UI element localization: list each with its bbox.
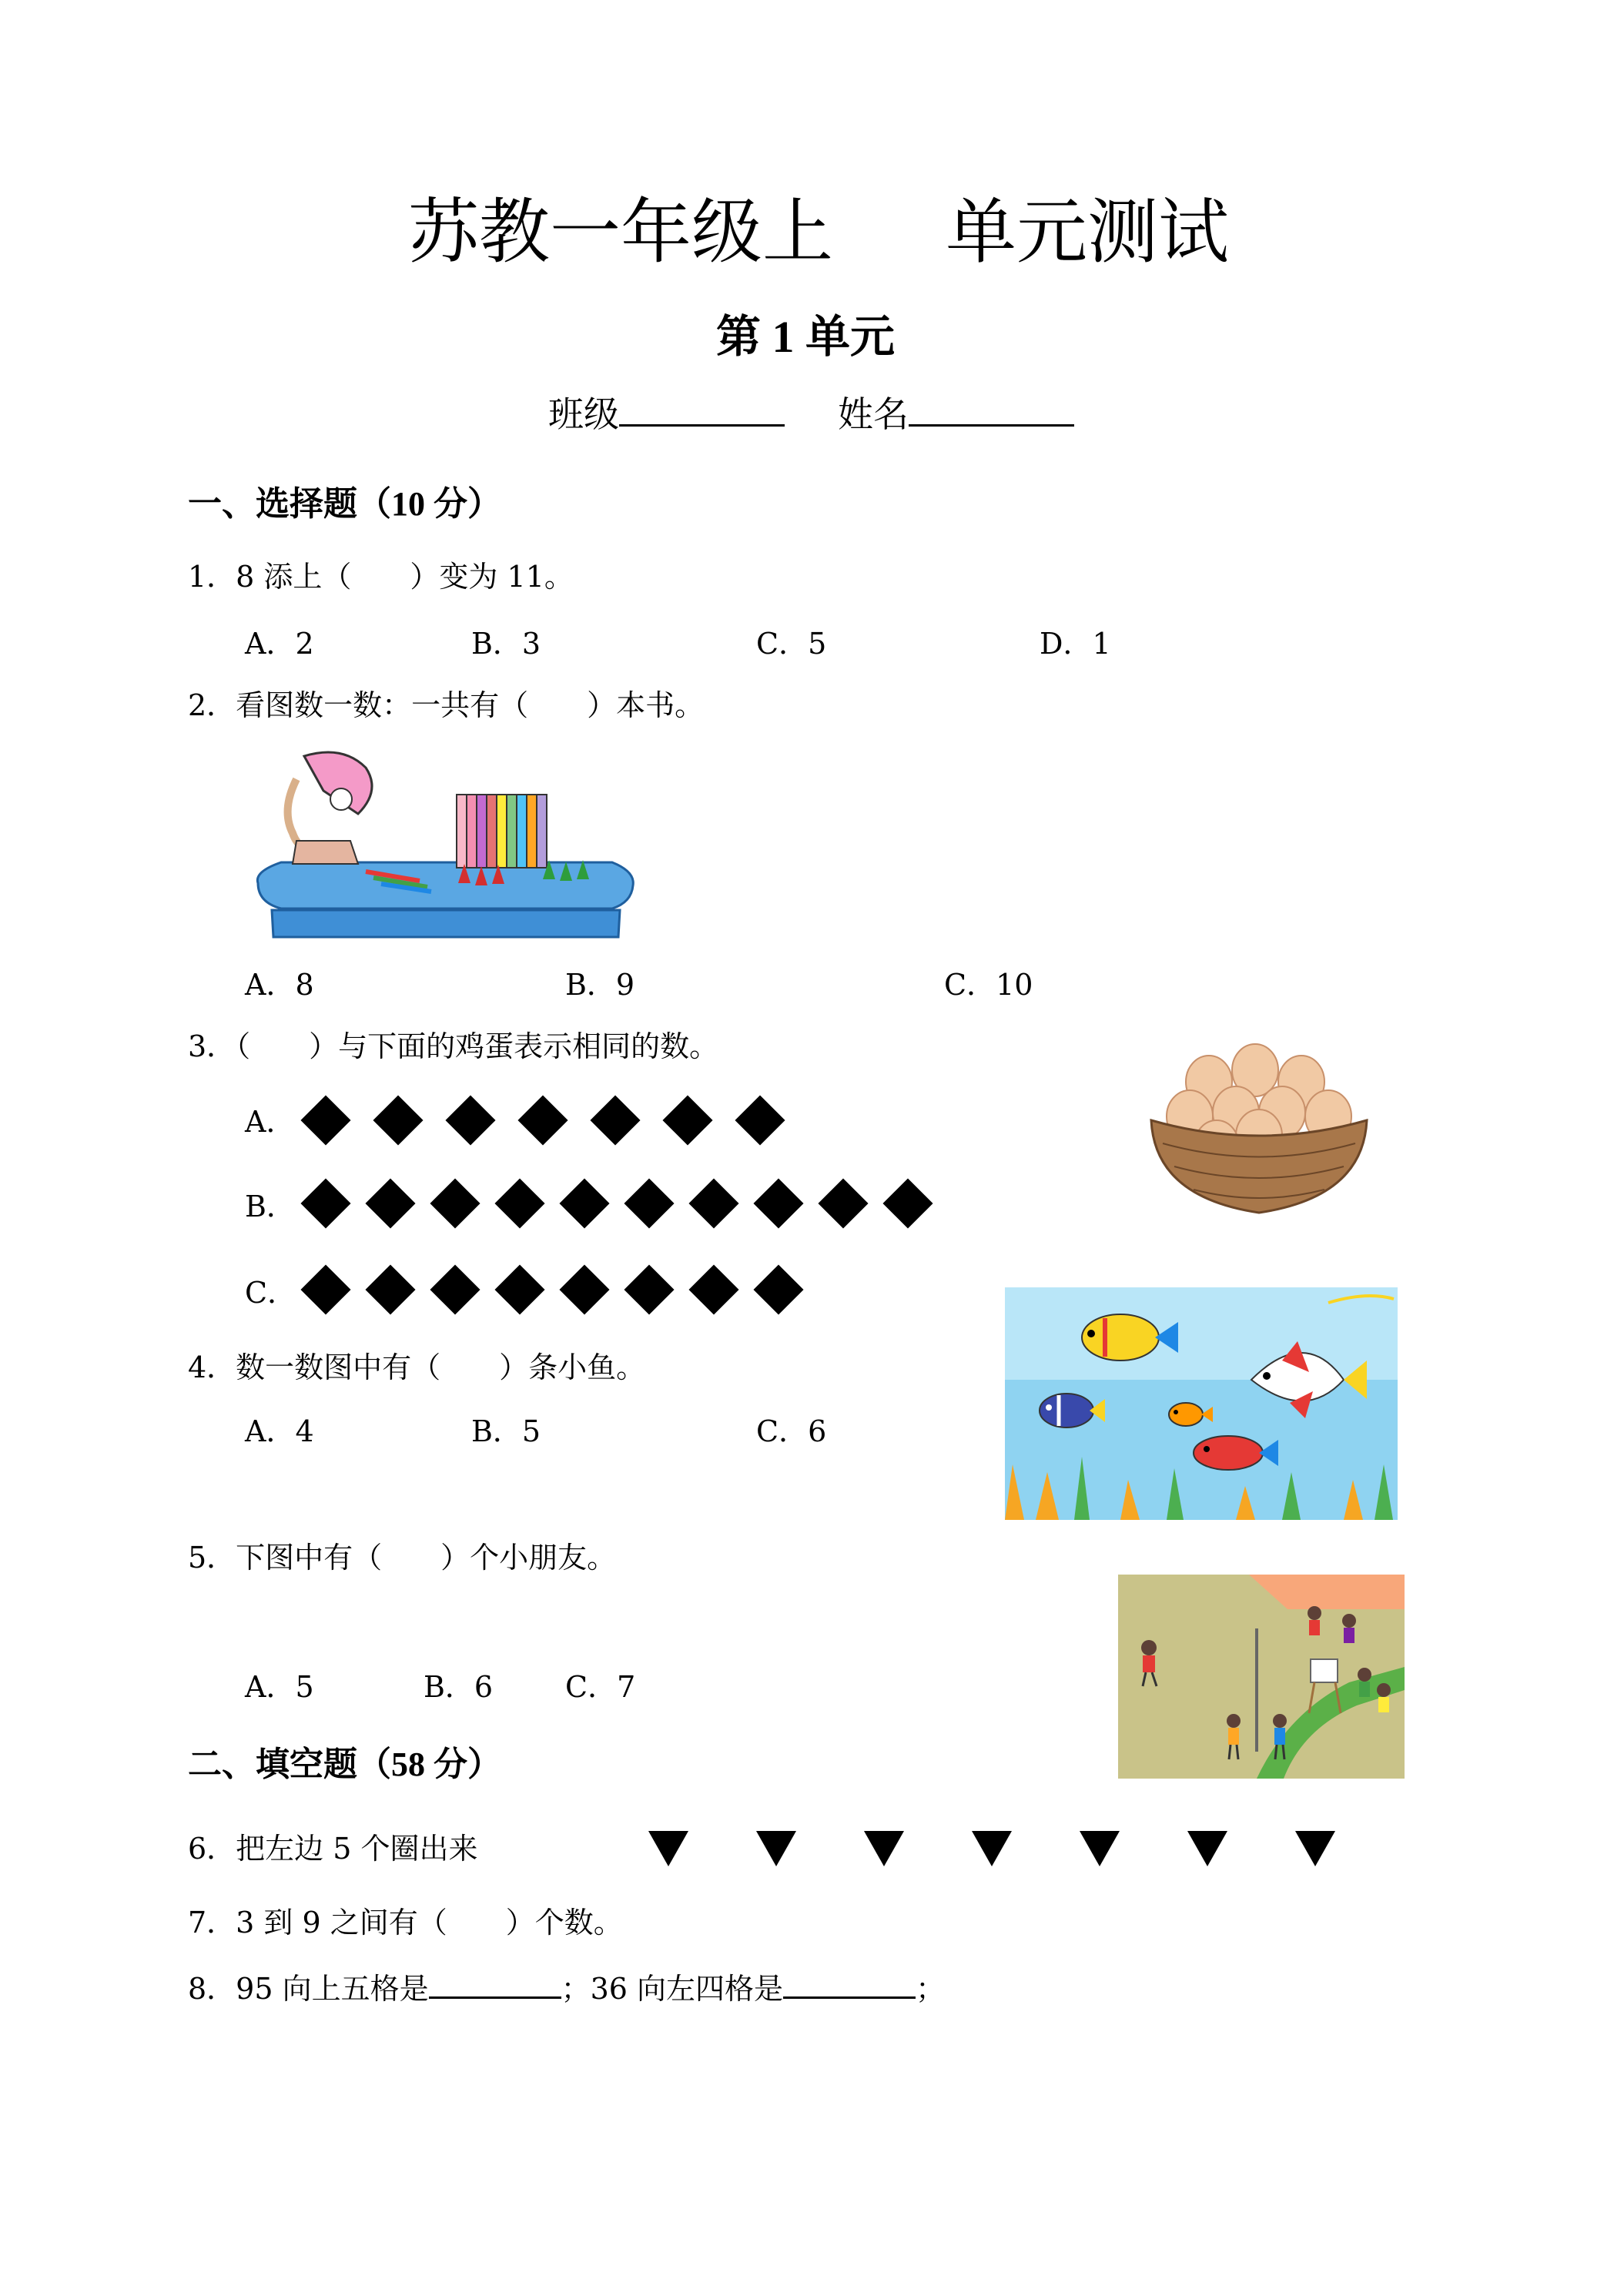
section-fill-heading: 二、填空题（58 分） bbox=[188, 1745, 501, 1783]
diamond-shape bbox=[624, 1178, 674, 1228]
triangle-shape[interactable] bbox=[1187, 1831, 1227, 1866]
diamond-shape bbox=[365, 1264, 415, 1314]
q3-option-c-diamonds bbox=[302, 1266, 802, 1314]
playground-illustration bbox=[1118, 1575, 1405, 1779]
q5-option-a[interactable]: A．5 bbox=[245, 1670, 314, 1704]
diamond-shape bbox=[662, 1095, 712, 1145]
question-6: 6．把左边 5 个圈出来 bbox=[188, 1832, 478, 1866]
diamond-shape bbox=[365, 1178, 415, 1228]
triangle-shape[interactable] bbox=[972, 1831, 1012, 1866]
q2-option-b[interactable]: B．9 bbox=[565, 968, 635, 1002]
diamond-shape bbox=[559, 1178, 609, 1228]
class-blank[interactable] bbox=[619, 393, 785, 427]
section-choice-heading: 一、选择题（10 分） bbox=[188, 485, 501, 523]
q4-option-b[interactable]: B．5 bbox=[471, 1414, 541, 1448]
name-field bbox=[838, 387, 1074, 437]
q1-option-b[interactable]: B．3 bbox=[471, 627, 541, 661]
question-8 bbox=[188, 1965, 945, 2007]
q2-option-c[interactable]: C．10 bbox=[944, 968, 1033, 1002]
desk-books-illustration bbox=[250, 748, 639, 949]
q8-text-2: ；36 向左四格是 bbox=[561, 1972, 784, 2006]
title-right: 单元测试 bbox=[946, 191, 1230, 273]
diamond-shape bbox=[818, 1178, 868, 1228]
question-5: 5．下图中有（ ）个小朋友。 bbox=[188, 1541, 617, 1575]
q8-blank-1[interactable] bbox=[429, 1966, 561, 1999]
q5-option-b[interactable]: B．6 bbox=[424, 1670, 494, 1704]
q3-option-b-label[interactable]: B． bbox=[245, 1190, 296, 1223]
diamond-shape bbox=[494, 1264, 544, 1314]
diamond-shape bbox=[494, 1178, 544, 1228]
diamond-shape bbox=[590, 1095, 640, 1145]
q2-option-a[interactable]: A．8 bbox=[245, 968, 314, 1002]
subtitle: 第 1 单元 bbox=[716, 312, 896, 362]
q3-option-b-diamonds bbox=[302, 1180, 932, 1227]
class-field bbox=[548, 387, 785, 437]
diamond-shape bbox=[753, 1264, 803, 1314]
diamond-shape bbox=[300, 1264, 350, 1314]
triangle-shape[interactable] bbox=[864, 1831, 904, 1866]
diamond-shape bbox=[430, 1178, 480, 1228]
triangle-shape[interactable] bbox=[1080, 1831, 1120, 1866]
diamond-shape bbox=[517, 1095, 568, 1145]
q6-triangles bbox=[648, 1831, 1335, 1866]
q1-option-a[interactable]: A．2 bbox=[245, 627, 314, 661]
diamond-shape bbox=[559, 1264, 609, 1314]
diamond-shape bbox=[445, 1095, 495, 1145]
diamond-shape bbox=[430, 1264, 480, 1314]
triangle-shape[interactable] bbox=[756, 1831, 796, 1866]
diamond-shape bbox=[882, 1178, 933, 1228]
question-7: 7．3 到 9 之间有（ ）个数。 bbox=[188, 1906, 623, 1940]
name-label: 姓名 bbox=[838, 393, 909, 435]
diamond-shape bbox=[624, 1264, 674, 1314]
q1-option-d[interactable]: D．1 bbox=[1040, 627, 1111, 661]
class-label: 班级 bbox=[548, 393, 619, 435]
diamond-shape bbox=[300, 1095, 350, 1145]
q5-option-c[interactable]: C．7 bbox=[565, 1670, 636, 1704]
question-2: 2．看图数一数：一共有（ ）本书。 bbox=[188, 688, 705, 722]
q3-option-a-label[interactable]: A． bbox=[245, 1105, 296, 1139]
q3-option-c-label[interactable]: C． bbox=[245, 1276, 297, 1310]
diamond-shape bbox=[688, 1178, 738, 1228]
egg-basket-illustration bbox=[1147, 1036, 1371, 1220]
title-left: 苏教一年级上 bbox=[408, 191, 834, 273]
diamond-shape bbox=[300, 1178, 350, 1228]
q1-option-c[interactable]: C．5 bbox=[756, 627, 827, 661]
q8-blank-2[interactable] bbox=[783, 1966, 916, 1999]
diamond-shape bbox=[688, 1264, 738, 1314]
q8-text-1: 8．95 向上五格是 bbox=[188, 1972, 429, 2006]
question-4: 4．数一数图中有（ ）条小鱼。 bbox=[188, 1350, 646, 1384]
diamond-shape bbox=[735, 1095, 785, 1145]
question-1: 1．8 添上（ ）变为 11。 bbox=[188, 560, 574, 594]
q8-text-3: ； bbox=[916, 1972, 946, 2006]
fish-illustration bbox=[1005, 1287, 1398, 1520]
question-3: 3．（ ）与下面的鸡蛋表示相同的数。 bbox=[188, 1029, 719, 1063]
triangle-shape[interactable] bbox=[648, 1831, 688, 1866]
triangle-shape[interactable] bbox=[1295, 1831, 1335, 1866]
name-blank[interactable] bbox=[909, 393, 1074, 427]
q4-option-a[interactable]: A．4 bbox=[245, 1414, 314, 1448]
q4-option-c[interactable]: C．6 bbox=[756, 1414, 827, 1448]
diamond-shape bbox=[373, 1095, 423, 1145]
q3-option-a-diamonds bbox=[302, 1096, 784, 1144]
diamond-shape bbox=[753, 1178, 803, 1228]
